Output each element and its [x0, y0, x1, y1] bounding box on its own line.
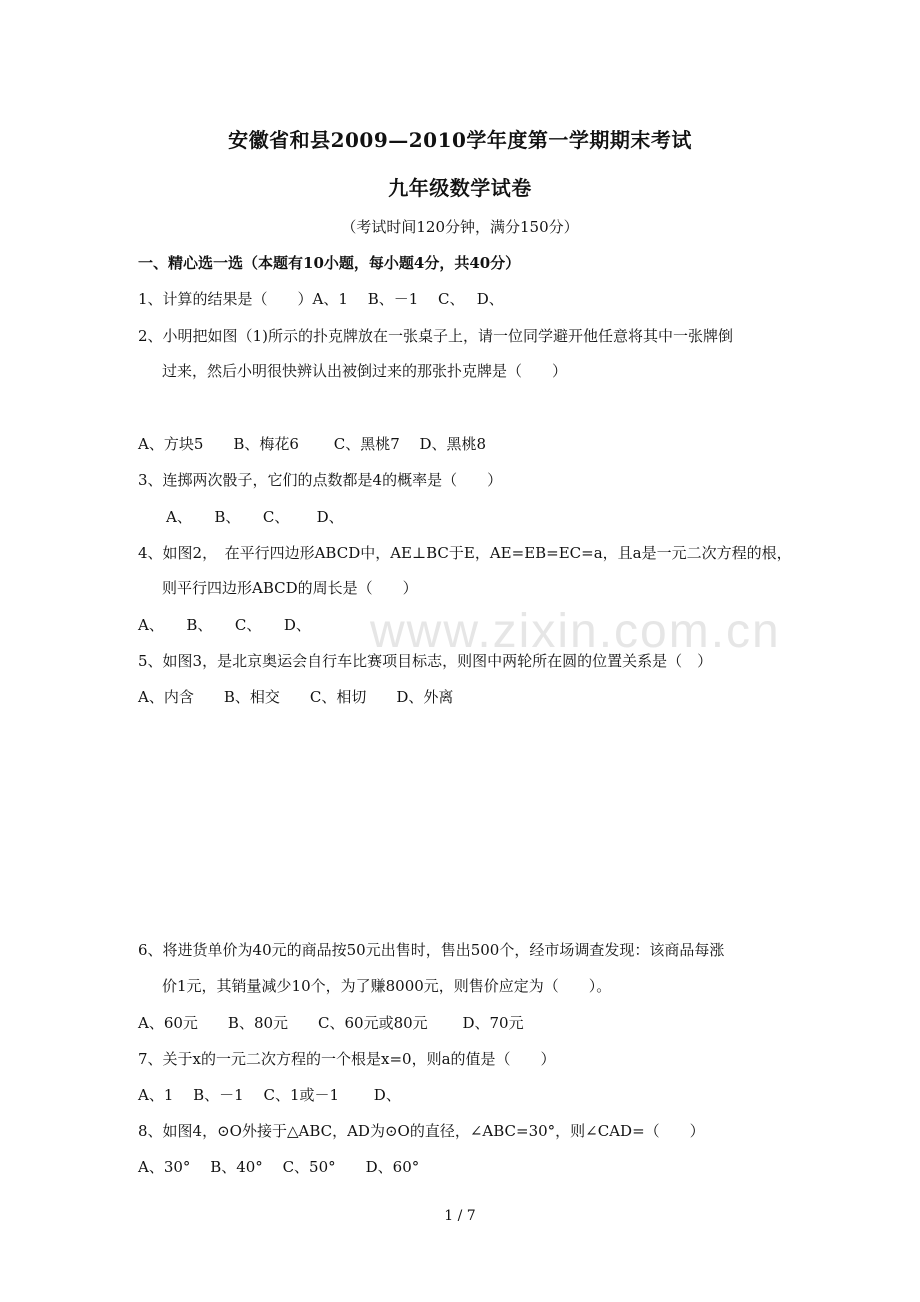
- question-7: 7、关于x的一元二次方程的一个根是x=0，则a的值是（ ）: [138, 1050, 556, 1068]
- question-4-options: A、 B、 C、 D、: [138, 616, 311, 634]
- exam-title: 安徽省和县2009—2010学年度第一学期期末考试: [228, 128, 692, 152]
- question-2-line1: 2、小明把如图（1)所示的扑克牌放在一张桌子上，请一位同学避开他任意将其中一张牌倒: [138, 327, 733, 345]
- question-3: 3、连掷两次骰子，它们的点数都是4的概率是（ ）: [138, 471, 503, 489]
- section-heading: 一、精心选一选（本题有10小题，每小题4分，共40分）: [138, 254, 521, 272]
- question-8: 8、如图4，⊙O外接于△ABC，AD为⊙O的直径，∠ABC=30°，则∠CAD=（ ）: [138, 1122, 705, 1140]
- question-2-options: A、方块5 B、梅花6 C、黑桃7 D、黑桃8: [138, 435, 487, 453]
- question-4-line1: 4、如图2， 在平行四边形ABCD中，AE⊥BC于E，AE=EB=EC=a，且a是一元二次方程的根，: [138, 544, 792, 562]
- question-8-options: A、30° B、40° C、50° D、60°: [138, 1158, 420, 1176]
- question-4-line2: 则平行四边形ABCD的周长是（ ）: [162, 579, 418, 597]
- question-1: 1、计算的结果是（ ）A、1 B、－1 C、 D、: [138, 290, 504, 308]
- exam-subtitle: 九年级数学试卷: [388, 176, 532, 200]
- question-6-line1: 6、将进货单价为40元的商品按50元出售时，售出500个，经市场调查发现：该商品每涨: [138, 941, 725, 959]
- question-2-line2: 过来，然后小明很快辨认出被倒过来的那张扑克牌是（ ）: [162, 362, 568, 380]
- question-5: 5、如图3，是北京奥运会自行车比赛项目标志，则图中两轮所在圆的位置关系是（ ）: [138, 652, 713, 670]
- question-5-options: A、内含 B、相交 C、相切 D、外离: [138, 688, 454, 706]
- question-3-options: A、 B、 C、 D、: [166, 508, 344, 526]
- question-6-options: A、60元 B、80元 C、60元或80元 D、70元: [138, 1014, 524, 1032]
- watermark: www.zixin.com.cn: [370, 605, 781, 658]
- exam-info: （考试时间120分钟，满分150分）: [341, 218, 579, 236]
- question-7-options: A、1 B、－1 C、1或－1 D、: [138, 1086, 401, 1104]
- page-number: 1 / 7: [444, 1208, 476, 1224]
- question-6-line2: 价1元，其销量减少10个，为了赚8000元，则售价应定为（ ）。: [162, 977, 612, 995]
